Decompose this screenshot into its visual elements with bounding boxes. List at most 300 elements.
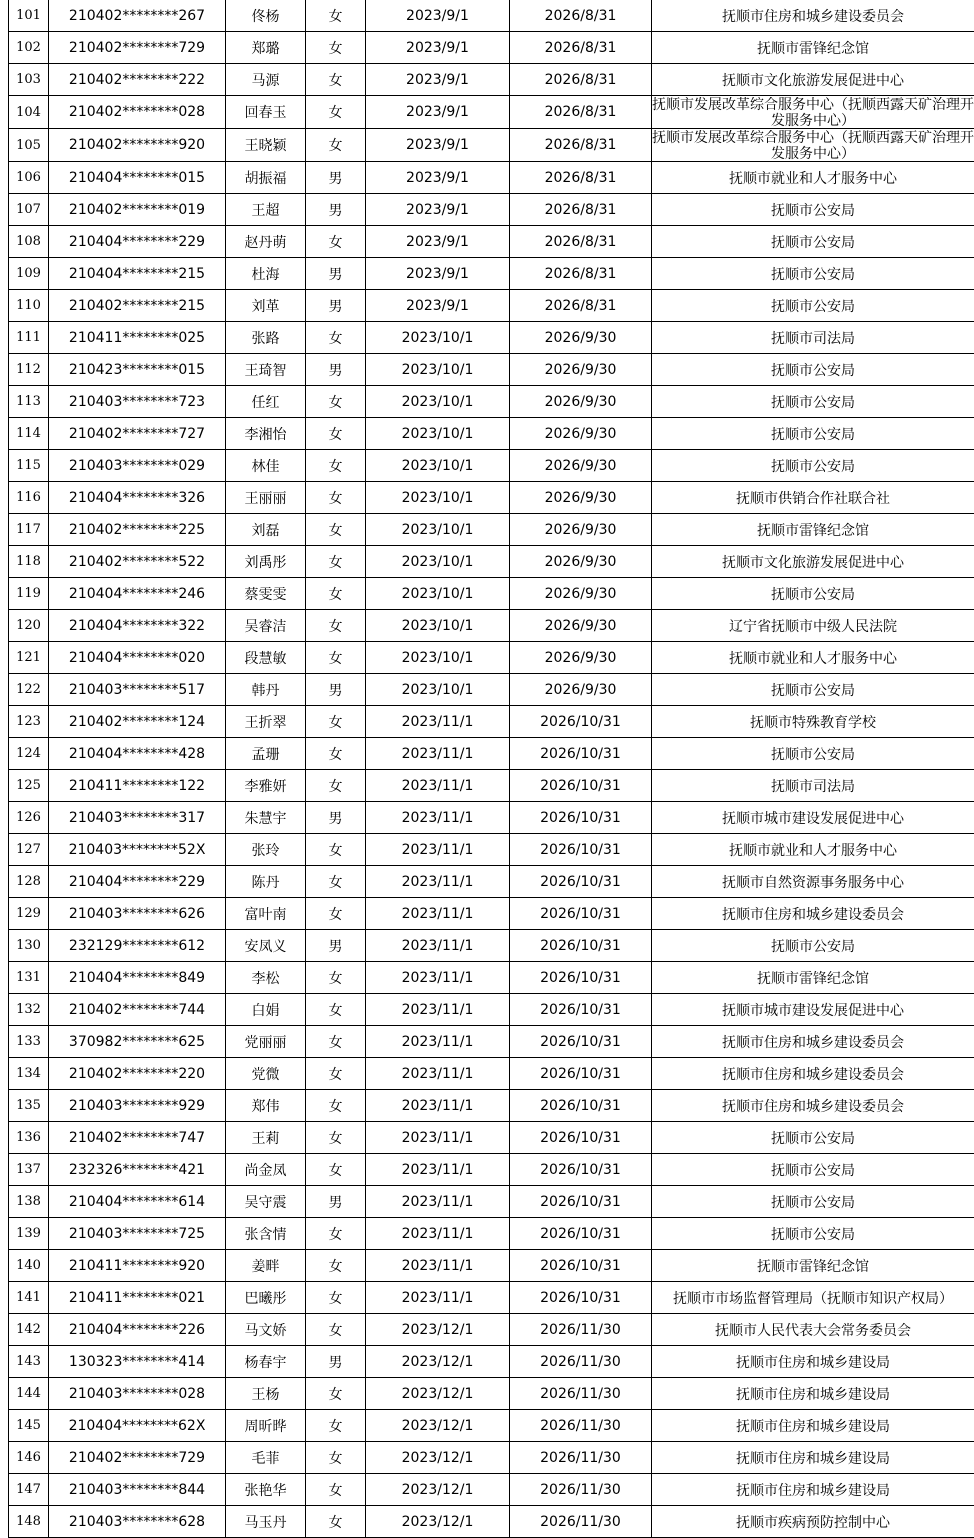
id-number-cell: 210402********522 [49,546,226,578]
table-row [9,418,974,450]
row-number-cell: 126 [9,802,49,834]
organization-cell: 抚顺市住房和城乡建设委员会 [652,898,974,930]
end-date-cell: 2026/9/30 [510,354,652,386]
row-number-cell: 140 [9,1250,49,1282]
gender-cell: 女 [306,866,366,898]
end-date-cell: 2026/8/31 [510,290,652,322]
table-row [9,514,974,546]
id-number-cell: 210411********021 [49,1282,226,1314]
row-number-cell: 123 [9,706,49,738]
id-number-cell: 210423********015 [49,354,226,386]
row-number-cell: 119 [9,578,49,610]
id-number-cell: 232326********421 [49,1154,226,1186]
id-number-cell: 210404********322 [49,610,226,642]
table-row [9,386,974,418]
gender-cell: 女 [306,994,366,1026]
gender-cell: 女 [306,1314,366,1346]
row-number-cell: 117 [9,514,49,546]
organization-cell: 抚顺市雷锋纪念馆 [652,1250,974,1282]
person-name-cell: 李湘怡 [226,418,306,450]
row-number-cell: 143 [9,1346,49,1378]
person-name-cell: 安凤义 [226,930,306,962]
organization-cell: 抚顺市住房和城乡建设局 [652,1442,974,1474]
end-date-cell: 2026/10/31 [510,1058,652,1090]
organization-cell: 抚顺市司法局 [652,322,974,354]
table-row [9,1218,974,1250]
gender-cell: 男 [306,258,366,290]
id-number-cell: 210404********229 [49,226,226,258]
gender-cell: 女 [306,1058,366,1090]
end-date-cell: 2026/11/30 [510,1410,652,1442]
table-row [9,770,974,802]
row-number-cell: 106 [9,162,49,194]
organization-cell: 抚顺市公安局 [652,354,974,386]
person-name-cell: 赵丹萌 [226,226,306,258]
person-name-cell: 刘磊 [226,514,306,546]
gender-cell: 女 [306,482,366,514]
id-number-cell: 210402********220 [49,1058,226,1090]
organization-cell: 抚顺市公安局 [652,290,974,322]
person-name-cell: 刘禹彤 [226,546,306,578]
row-number-cell: 147 [9,1474,49,1506]
gender-cell: 男 [306,674,366,706]
end-date-cell: 2026/10/31 [510,1122,652,1154]
id-number-cell: 210402********225 [49,514,226,546]
id-number-cell: 210403********723 [49,386,226,418]
gender-cell: 男 [306,930,366,962]
gender-cell: 女 [306,1506,366,1538]
row-number-cell: 141 [9,1282,49,1314]
row-number-cell: 148 [9,1506,49,1538]
end-date-cell: 2026/8/31 [510,226,652,258]
person-name-cell: 胡振福 [226,162,306,194]
organization-cell: 抚顺市司法局 [652,770,974,802]
end-date-cell: 2026/11/30 [510,1346,652,1378]
start-date-cell: 2023/9/1 [366,96,510,129]
end-date-cell: 2026/11/30 [510,1378,652,1410]
gender-cell: 女 [306,1442,366,1474]
organization-cell: 抚顺市特殊教育学校 [652,706,974,738]
table-row [9,1442,974,1474]
table-row [9,290,974,322]
organization-cell [652,96,974,129]
row-number-cell: 110 [9,290,49,322]
start-date-cell: 2023/11/1 [366,930,510,962]
person-name-cell: 富叶南 [226,898,306,930]
table-row [9,32,974,64]
table-row [9,1058,974,1090]
end-date-cell: 2026/9/30 [510,674,652,706]
organization-cell: 抚顺市就业和人才服务中心 [652,834,974,866]
start-date-cell: 2023/12/1 [366,1314,510,1346]
start-date-cell: 2023/10/1 [366,354,510,386]
end-date-cell: 2026/9/30 [510,610,652,642]
organization-cell: 抚顺市公安局 [652,1154,974,1186]
roster-table [8,0,974,1538]
organization-cell: 抚顺市自然资源事务服务中心 [652,866,974,898]
row-number-cell: 103 [9,64,49,96]
end-date-cell: 2026/9/30 [510,386,652,418]
start-date-cell: 2023/11/1 [366,1218,510,1250]
person-name-cell: 林佳 [226,450,306,482]
end-date-cell: 2026/10/31 [510,1090,652,1122]
person-name-cell: 郑璐 [226,32,306,64]
table-row [9,546,974,578]
id-number-cell: 210403********52X [49,834,226,866]
id-number-cell: 210402********222 [49,64,226,96]
row-number-cell: 115 [9,450,49,482]
id-number-cell: 210403********725 [49,1218,226,1250]
end-date-cell: 2026/10/31 [510,1026,652,1058]
start-date-cell: 2023/10/1 [366,322,510,354]
person-name-cell: 张含情 [226,1218,306,1250]
id-number-cell: 210411********122 [49,770,226,802]
row-number-cell: 114 [9,418,49,450]
person-name-cell: 佟杨 [226,0,306,32]
start-date-cell: 2023/10/1 [366,482,510,514]
gender-cell: 女 [306,1122,366,1154]
end-date-cell: 2026/8/31 [510,32,652,64]
organization-cell: 抚顺市住房和城乡建设局 [652,1378,974,1410]
row-number-cell: 144 [9,1378,49,1410]
row-number-cell: 105 [9,129,49,162]
organization-cell: 抚顺市供销合作社联合社 [652,482,974,514]
gender-cell: 男 [306,162,366,194]
end-date-cell: 2026/8/31 [510,0,652,32]
gender-cell: 女 [306,418,366,450]
table-row [9,738,974,770]
end-date-cell: 2026/8/31 [510,162,652,194]
end-date-cell: 2026/9/30 [510,482,652,514]
gender-cell: 女 [306,1474,366,1506]
id-number-cell: 210404********215 [49,258,226,290]
person-name-cell: 吴睿洁 [226,610,306,642]
person-name-cell: 刘革 [226,290,306,322]
person-name-cell: 马玉丹 [226,1506,306,1538]
table-row [9,1314,974,1346]
table-row [9,1378,974,1410]
row-number-cell: 107 [9,194,49,226]
id-number-cell: 210402********267 [49,0,226,32]
table-row [9,642,974,674]
gender-cell: 女 [306,1026,366,1058]
person-name-cell: 杨春宇 [226,1346,306,1378]
table-row [9,802,974,834]
table-row [9,1250,974,1282]
start-date-cell: 2023/9/1 [366,258,510,290]
row-number-cell: 112 [9,354,49,386]
start-date-cell: 2023/10/1 [366,418,510,450]
id-number-cell: 130323********414 [49,1346,226,1378]
start-date-cell: 2023/10/1 [366,546,510,578]
start-date-cell: 2023/11/1 [366,962,510,994]
table-row [9,258,974,290]
person-name-cell: 王超 [226,194,306,226]
id-number-cell: 210404********229 [49,866,226,898]
organization-cell: 抚顺市公安局 [652,1186,974,1218]
start-date-cell: 2023/11/1 [366,1090,510,1122]
table-row [9,322,974,354]
organization-cell: 抚顺市雷锋纪念馆 [652,962,974,994]
table-row [9,578,974,610]
organization-cell: 抚顺市公安局 [652,738,974,770]
table-row [9,834,974,866]
roster-body [9,0,974,1538]
organization-cell: 抚顺市文化旅游发展促进中心 [652,546,974,578]
start-date-cell: 2023/9/1 [366,0,510,32]
table-row [9,674,974,706]
table-row [9,1506,974,1538]
gender-cell: 女 [306,1282,366,1314]
id-number-cell: 210402********744 [49,994,226,1026]
start-date-cell: 2023/9/1 [366,290,510,322]
gender-cell: 女 [306,898,366,930]
table-row [9,866,974,898]
table-row [9,194,974,226]
table-row [9,450,974,482]
row-number-cell: 139 [9,1218,49,1250]
start-date-cell: 2023/12/1 [366,1346,510,1378]
gender-cell: 女 [306,706,366,738]
organization-cell: 抚顺市就业和人才服务中心 [652,642,974,674]
id-number-cell: 210403********317 [49,802,226,834]
start-date-cell: 2023/10/1 [366,386,510,418]
person-name-cell: 党微 [226,1058,306,1090]
row-number-cell: 111 [9,322,49,354]
person-name-cell: 郑伟 [226,1090,306,1122]
table-row [9,930,974,962]
table-row [9,610,974,642]
table-row [9,129,974,162]
start-date-cell: 2023/10/1 [366,674,510,706]
table-row [9,96,974,129]
start-date-cell: 2023/11/1 [366,802,510,834]
end-date-cell: 2026/10/31 [510,866,652,898]
organization-cell: 抚顺市文化旅游发展促进中心 [652,64,974,96]
table-row [9,1410,974,1442]
start-date-cell: 2023/9/1 [366,162,510,194]
person-name-cell: 王杨 [226,1378,306,1410]
organization-cell: 抚顺市雷锋纪念馆 [652,514,974,546]
row-number-cell: 130 [9,930,49,962]
table-row [9,64,974,96]
end-date-cell: 2026/8/31 [510,96,652,129]
gender-cell: 男 [306,194,366,226]
gender-cell: 女 [306,32,366,64]
row-number-cell: 122 [9,674,49,706]
id-number-cell: 210402********920 [49,129,226,162]
gender-cell: 男 [306,1186,366,1218]
end-date-cell: 2026/9/30 [510,418,652,450]
person-name-cell: 朱慧宇 [226,802,306,834]
row-number-cell: 101 [9,0,49,32]
table-row [9,706,974,738]
organization-cell: 抚顺市就业和人才服务中心 [652,162,974,194]
start-date-cell: 2023/11/1 [366,1282,510,1314]
id-number-cell: 210403********028 [49,1378,226,1410]
person-name-cell: 周昕晔 [226,1410,306,1442]
id-number-cell: 210404********326 [49,482,226,514]
organization-cell: 抚顺市公安局 [652,258,974,290]
table-row [9,1282,974,1314]
start-date-cell: 2023/9/1 [366,129,510,162]
organization-text: 抚顺市发展改革综合服务中心（抚顺西露天矿治理开发服务中心） [652,97,974,127]
person-name-cell: 李松 [226,962,306,994]
start-date-cell: 2023/10/1 [366,610,510,642]
person-name-cell: 张玲 [226,834,306,866]
row-number-cell: 129 [9,898,49,930]
gender-cell: 男 [306,1346,366,1378]
organization-cell: 抚顺市住房和城乡建设委员会 [652,0,974,32]
id-number-cell: 232129********612 [49,930,226,962]
id-number-cell: 210404********015 [49,162,226,194]
organization-cell: 抚顺市公安局 [652,1218,974,1250]
table-row [9,354,974,386]
row-number-cell: 137 [9,1154,49,1186]
row-number-cell: 109 [9,258,49,290]
start-date-cell: 2023/11/1 [366,1250,510,1282]
end-date-cell: 2026/11/30 [510,1474,652,1506]
id-number-cell: 210403********844 [49,1474,226,1506]
person-name-cell: 巴曦彤 [226,1282,306,1314]
end-date-cell: 2026/8/31 [510,258,652,290]
start-date-cell: 2023/10/1 [366,642,510,674]
row-number-cell: 104 [9,96,49,129]
row-number-cell: 121 [9,642,49,674]
person-name-cell: 王晓颖 [226,129,306,162]
row-number-cell: 113 [9,386,49,418]
gender-cell: 女 [306,514,366,546]
person-name-cell: 蔡雯雯 [226,578,306,610]
person-name-cell: 姜畔 [226,1250,306,1282]
start-date-cell: 2023/11/1 [366,738,510,770]
start-date-cell: 2023/11/1 [366,1154,510,1186]
gender-cell: 女 [306,0,366,32]
id-number-cell: 210404********428 [49,738,226,770]
gender-cell: 女 [306,129,366,162]
id-number-cell: 210402********019 [49,194,226,226]
id-number-cell: 210404********246 [49,578,226,610]
id-number-cell: 210403********628 [49,1506,226,1538]
end-date-cell: 2026/11/30 [510,1314,652,1346]
row-number-cell: 108 [9,226,49,258]
person-name-cell: 马文娇 [226,1314,306,1346]
person-name-cell: 王丽丽 [226,482,306,514]
table-row [9,0,974,32]
table-row [9,1090,974,1122]
organization-cell: 抚顺市住房和城乡建设委员会 [652,1026,974,1058]
end-date-cell: 2026/9/30 [510,514,652,546]
start-date-cell: 2023/11/1 [366,1186,510,1218]
start-date-cell: 2023/10/1 [366,450,510,482]
organization-cell: 抚顺市市场监督管理局（抚顺市知识产权局） [652,1282,974,1314]
end-date-cell: 2026/10/31 [510,1282,652,1314]
id-number-cell: 210411********920 [49,1250,226,1282]
end-date-cell: 2026/10/31 [510,770,652,802]
person-name-cell: 王莉 [226,1122,306,1154]
id-number-cell: 210404********020 [49,642,226,674]
gender-cell: 女 [306,1250,366,1282]
end-date-cell: 2026/10/31 [510,898,652,930]
table-row [9,1474,974,1506]
start-date-cell: 2023/12/1 [366,1506,510,1538]
row-number-cell: 124 [9,738,49,770]
start-date-cell: 2023/11/1 [366,770,510,802]
table-row [9,962,974,994]
organization-cell: 抚顺市城市建设发展促进中心 [652,802,974,834]
person-name-cell: 孟珊 [226,738,306,770]
end-date-cell: 2026/10/31 [510,1186,652,1218]
organization-text: 抚顺市发展改革综合服务中心（抚顺西露天矿治理开发服务中心） [652,130,974,160]
id-number-cell: 210402********028 [49,96,226,129]
end-date-cell: 2026/9/30 [510,546,652,578]
person-name-cell: 马源 [226,64,306,96]
person-name-cell: 党丽丽 [226,1026,306,1058]
start-date-cell: 2023/9/1 [366,64,510,96]
end-date-cell: 2026/8/31 [510,129,652,162]
end-date-cell: 2026/11/30 [510,1442,652,1474]
end-date-cell: 2026/10/31 [510,706,652,738]
end-date-cell: 2026/10/31 [510,930,652,962]
id-number-cell: 210403********929 [49,1090,226,1122]
id-number-cell: 210403********517 [49,674,226,706]
start-date-cell: 2023/12/1 [366,1474,510,1506]
end-date-cell: 2026/10/31 [510,1154,652,1186]
organization-cell: 抚顺市住房和城乡建设局 [652,1474,974,1506]
id-number-cell: 210403********626 [49,898,226,930]
gender-cell: 女 [306,386,366,418]
gender-cell: 女 [306,1090,366,1122]
person-name-cell: 回春玉 [226,96,306,129]
row-number-cell: 127 [9,834,49,866]
gender-cell: 女 [306,546,366,578]
organization-cell: 抚顺市住房和城乡建设局 [652,1410,974,1442]
organization-cell: 抚顺市住房和城乡建设委员会 [652,1090,974,1122]
id-number-cell: 210402********124 [49,706,226,738]
start-date-cell: 2023/10/1 [366,578,510,610]
person-name-cell: 陈丹 [226,866,306,898]
start-date-cell: 2023/10/1 [366,514,510,546]
organization-cell: 抚顺市雷锋纪念馆 [652,32,974,64]
end-date-cell: 2026/8/31 [510,194,652,226]
person-name-cell: 毛菲 [226,1442,306,1474]
id-number-cell: 210404********614 [49,1186,226,1218]
person-name-cell: 张路 [226,322,306,354]
gender-cell: 女 [306,96,366,129]
end-date-cell: 2026/9/30 [510,450,652,482]
id-number-cell: 210403********029 [49,450,226,482]
id-number-cell: 210404********849 [49,962,226,994]
id-number-cell: 210402********215 [49,290,226,322]
row-number-cell: 125 [9,770,49,802]
table-row [9,1122,974,1154]
table-row [9,226,974,258]
id-number-cell: 210402********747 [49,1122,226,1154]
gender-cell: 男 [306,802,366,834]
row-number-cell: 142 [9,1314,49,1346]
organization-cell: 辽宁省抚顺市中级人民法院 [652,610,974,642]
id-number-cell: 210404********226 [49,1314,226,1346]
table-row [9,1346,974,1378]
gender-cell: 女 [306,64,366,96]
id-number-cell: 210411********025 [49,322,226,354]
start-date-cell: 2023/12/1 [366,1378,510,1410]
person-name-cell: 王折翠 [226,706,306,738]
row-number-cell: 145 [9,1410,49,1442]
row-number-cell: 135 [9,1090,49,1122]
gender-cell: 女 [306,738,366,770]
end-date-cell: 2026/9/30 [510,578,652,610]
